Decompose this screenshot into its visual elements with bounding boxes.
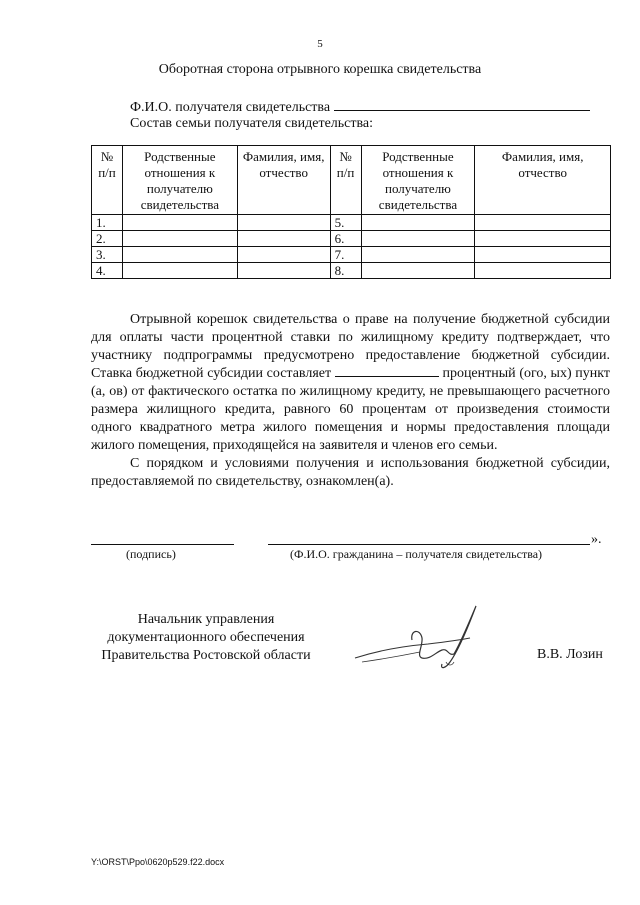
subsidy-rate-blank — [335, 365, 439, 377]
document-title: Оборотная сторона отрывного корешка свидетельства — [158, 62, 482, 77]
fio-cell — [475, 231, 611, 247]
handwritten-signature — [350, 600, 480, 680]
relation-cell — [122, 231, 237, 247]
recipient-fio-blank — [334, 98, 590, 111]
table-row — [92, 247, 611, 263]
signature-caption: (подпись) — [126, 547, 176, 561]
relation-cell — [122, 247, 237, 263]
header-number-1: № п/п — [92, 146, 123, 215]
signer-line-3: Правительства Ростовской области — [101, 648, 311, 663]
family-composition-label: Состав семьи получателя свидетельства: — [130, 116, 374, 131]
relation-cell — [122, 263, 237, 279]
table-row — [92, 215, 611, 231]
signer-position — [91, 611, 321, 665]
signer-name: В.В. Лозин — [537, 647, 603, 662]
paragraph-subsidy-end: процентный (ого, ых) пункт (а, ов) от фактического остатка по жилищному кредиту, не превышающего расчетного размера жилищного кредита, равного 60 процентам от произведения стоимости одного квадратного метра жилого помещения и нормы предоставления площади жилого помещения, приходящейся на заявителя и членов его семьи. — [91, 366, 610, 453]
recipient-fio-label: Ф.И.О. получателя свидетельства — [130, 100, 331, 115]
relation-cell — [361, 231, 475, 247]
header-fio-2: Фамилия, имя, отчество — [475, 146, 611, 215]
signer-line-1: Начальник управления — [137, 612, 275, 627]
recipient-fio-signature-line — [268, 544, 590, 545]
fio-cell — [475, 215, 611, 231]
body-text — [91, 311, 610, 491]
fio-cell — [237, 247, 330, 263]
recipient-fio-line — [130, 98, 590, 116]
relation-cell — [361, 263, 475, 279]
fio-cell — [237, 215, 330, 231]
relation-cell — [361, 247, 475, 263]
fio-cell — [237, 231, 330, 247]
row-number-right: 7. — [330, 247, 361, 263]
table-row — [92, 263, 611, 279]
row-number-right: 6. — [330, 231, 361, 247]
row-number-left: 1. — [92, 215, 123, 231]
paragraph-subsidy — [91, 311, 610, 455]
paragraph-subsidy-start: Отрывной корешок свидетельства о праве на получение бюджетной субсидии для оплаты части процентной ставки по жилищному кредиту подтверждает, что участнику подпрограммы предусмотрено предоставление бюджетной субсидии. Ставка бюджетной субсидии составляет — [91, 312, 610, 381]
table-header-row — [92, 146, 611, 215]
family-table — [91, 145, 611, 279]
row-number-right: 5. — [330, 215, 361, 231]
header-fio-1: Фамилия, имя, отчество — [237, 146, 330, 215]
page-number: 5 — [317, 38, 323, 50]
fio-cell — [475, 263, 611, 279]
header-relation-1: Родственные отношения к получателю свидетельства — [122, 146, 237, 215]
relation-cell — [122, 215, 237, 231]
header-number-2: № п/п — [330, 146, 361, 215]
fio-caption: (Ф.И.О. гражданина – получателя свидетельства) — [290, 547, 543, 561]
signature-line — [91, 544, 234, 545]
fio-cell — [237, 263, 330, 279]
fio-cell — [475, 247, 611, 263]
closing-quote: ». — [591, 532, 602, 547]
file-path: Y:\ORST\Ppo\0620p529.f22.docx — [91, 857, 225, 867]
row-number-left: 4. — [92, 263, 123, 279]
header-relation-2: Родственные отношения к получателю свидетельства — [361, 146, 475, 215]
row-number-left: 3. — [92, 247, 123, 263]
table-row — [92, 231, 611, 247]
signer-line-2: документационного обеспечения — [107, 630, 305, 645]
row-number-left: 2. — [92, 231, 123, 247]
relation-cell — [361, 215, 475, 231]
paragraph-acknowledgement: С порядком и условиями получения и использования бюджетной субсидии, предоставляемой по свидетельству, ознакомлен(а). — [91, 456, 610, 489]
row-number-right: 8. — [330, 263, 361, 279]
